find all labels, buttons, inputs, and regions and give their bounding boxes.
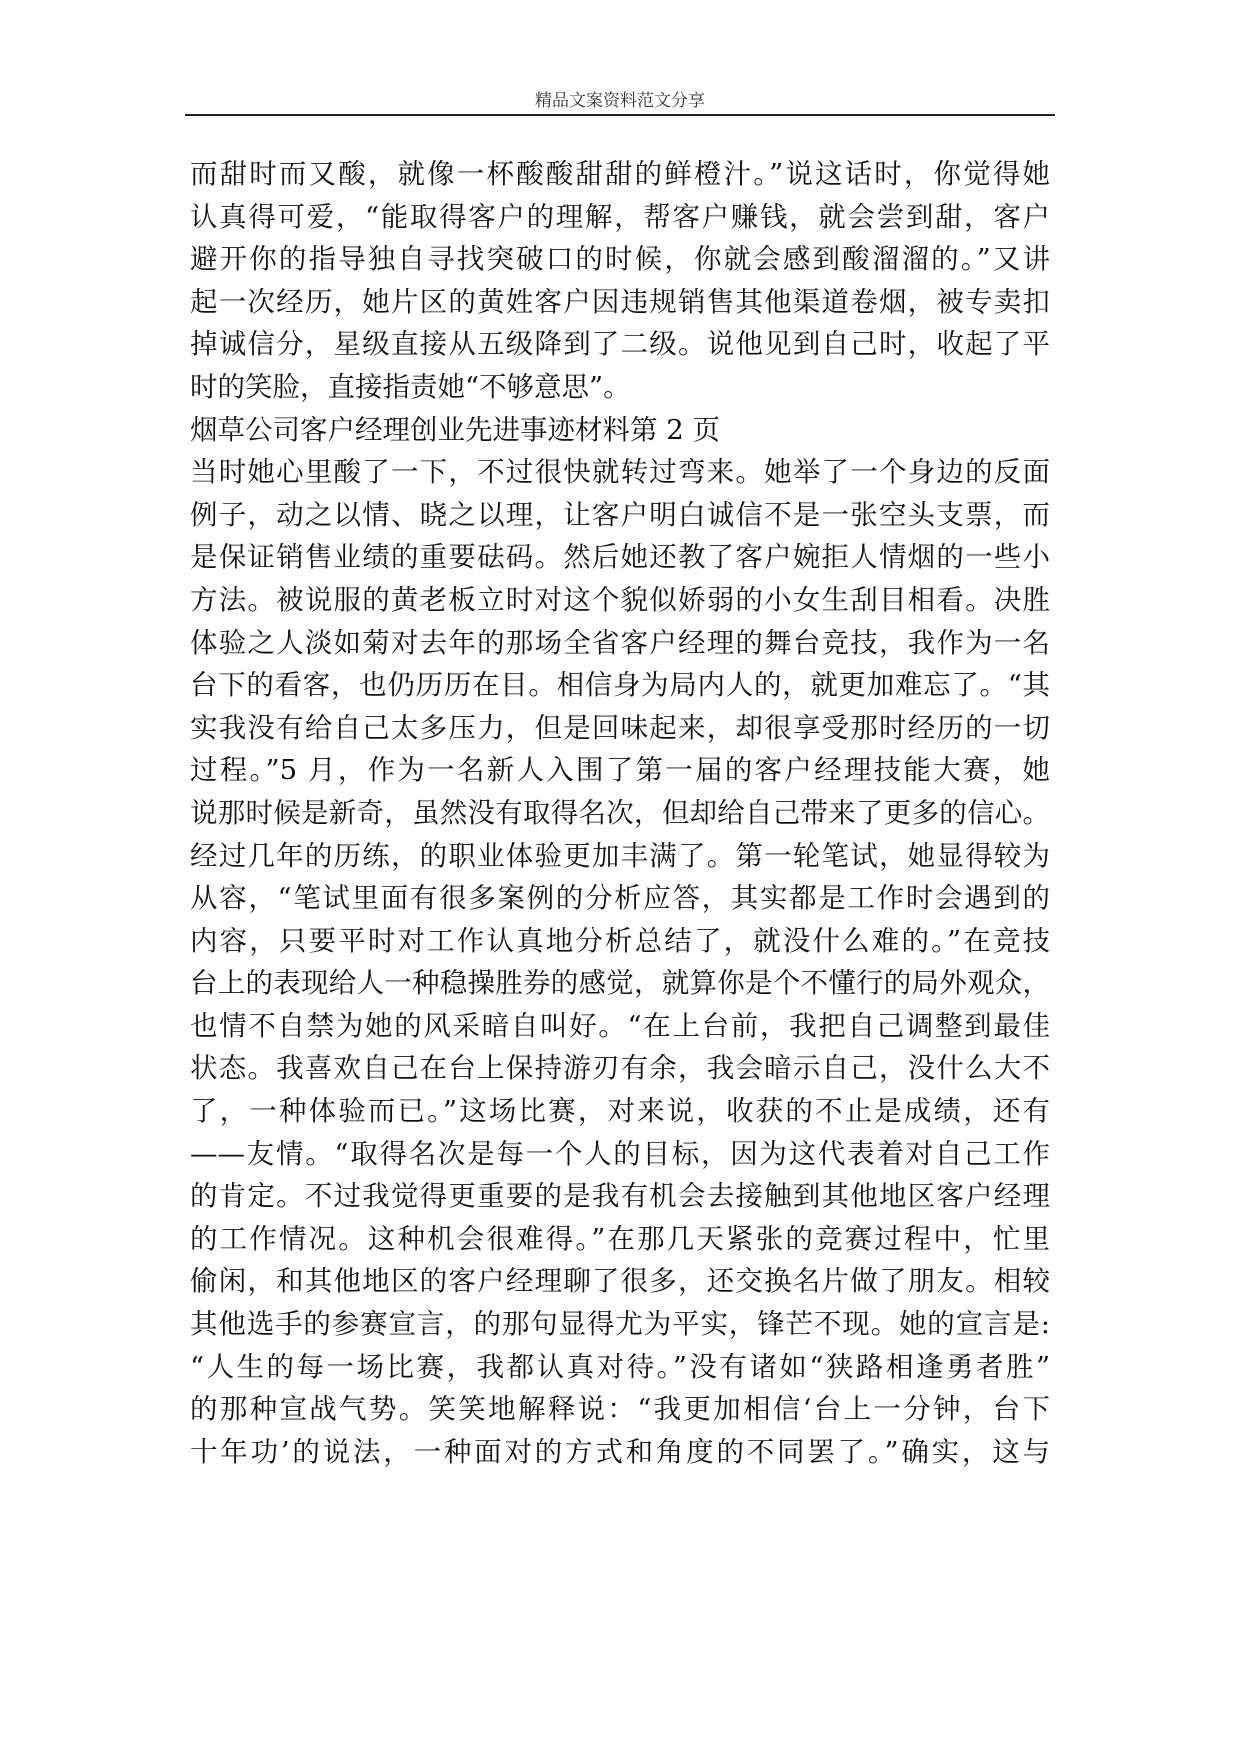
text-line: 台上的表现给人一种稳操胜券的感觉，就算你是个不懂行的局外观众，: [190, 967, 1050, 1000]
text-line: 避开你的指导独自寻找突破口的时候，你就会感到酸溜溜的。”又讲: [190, 243, 1050, 276]
text-line: ——友情。“取得名次是每一个人的目标，因为这代表着对自己工作: [190, 1137, 1050, 1170]
text-line: 偷闲，和其他地区的客户经理聊了很多，还交换名片做了朋友。相较: [190, 1265, 1050, 1298]
text-line: 状态。我喜欢自己在台上保持游刃有余，我会暗示自己，没什么大不: [190, 1052, 1050, 1085]
page-header: 精品文案资料范文分享: [535, 91, 705, 111]
text-line: 的肯定。不过我觉得更重要的是我有机会去接触到其他地区客户经理: [190, 1180, 1050, 1213]
text-line: 方法。被说服的黄老板立时对这个貌似娇弱的小女生刮目相看。决胜: [190, 583, 1050, 616]
text-line: 的那种宣战气势。笑笑地解释说：“我更加相信‘台上一分钟，台下: [190, 1393, 1050, 1426]
text-line: 烟草公司客户经理创业先进事迹材料第 2 页: [190, 413, 720, 446]
text-line: 内容，只要平时对工作认真地分析总结了，就没什么难的。”在竞技: [190, 924, 1050, 957]
text-line: 其他选手的参赛宣言，的那句显得尤为平实，锋芒不现。她的宣言是:: [190, 1308, 1050, 1341]
text-line: 十年功’的说法，一种面对的方式和角度的不同罢了。”确实，这与: [190, 1435, 1050, 1468]
text-line: 也情不自禁为她的风采暗自叫好。“在上台前，我把自己调整到最佳: [190, 1009, 1050, 1042]
text-line: 体验之人淡如菊对去年的那场全省客户经理的舞台竞技，我作为一名: [190, 626, 1050, 659]
text-line: 说那时候是新奇，虽然没有取得名次，但却给自己带来了更多的信心。: [190, 796, 1050, 829]
text-line: “人生的每一场比赛，我都认真对待。”没有诸如“狭路相逢勇者胜”: [190, 1350, 1050, 1383]
text-line: 实我没有给自己太多压力，但是回味起来，却很享受那时经历的一切: [190, 711, 1050, 744]
text-line: 的工作情况。这种机会很难得。”在那几天紧张的竞赛过程中，忙里: [190, 1222, 1050, 1255]
text-line: 是保证销售业绩的重要砝码。然后她还教了客户婉拒人情烟的一些小: [190, 541, 1050, 574]
text-line: 当时她心里酸了一下，不过很快就转过弯来。她举了一个身边的反面: [190, 456, 1050, 489]
text-line: 时的笑脸，直接指责她“不够意思”。: [190, 370, 631, 403]
text-line: 台下的看客，也仍历历在目。相信身为局内人的，就更加难忘了。“其: [190, 669, 1050, 702]
text-line: 而甜时而又酸，就像一杯酸酸甜甜的鲜橙汁。”说这话时，你觉得她: [190, 158, 1050, 190]
text-line: 起一次经历，她片区的黄姓客户因违规销售其他渠道卷烟，被专卖扣: [190, 285, 1050, 318]
body-text: [190, 153, 1050, 1473]
text-line: 认真得可爱，“能取得客户的理解，帮客户赚钱，就会尝到甜，客户: [190, 200, 1050, 233]
text-line: 过程。”5 月，作为一名新人入围了第一届的客户经理技能大赛，她: [190, 754, 1050, 787]
header-rule: [185, 114, 1055, 116]
text-line: 从容，“笔试里面有很多案例的分析应答，其实都是工作时会遇到的: [190, 882, 1050, 915]
text-line: 经过几年的历练，的职业体验更加丰满了。第一轮笔试，她显得较为: [190, 839, 1050, 872]
text-line: 了，一种体验而已。”这场比赛，对来说，收获的不止是成绩，还有: [190, 1095, 1050, 1128]
text-line: 例子，动之以情、晓之以理，让客户明白诚信不是一张空头支票，而: [190, 498, 1050, 531]
text-line: 掉诚信分，星级直接从五级降到了二级。说他见到自己时，收起了平: [190, 328, 1050, 361]
